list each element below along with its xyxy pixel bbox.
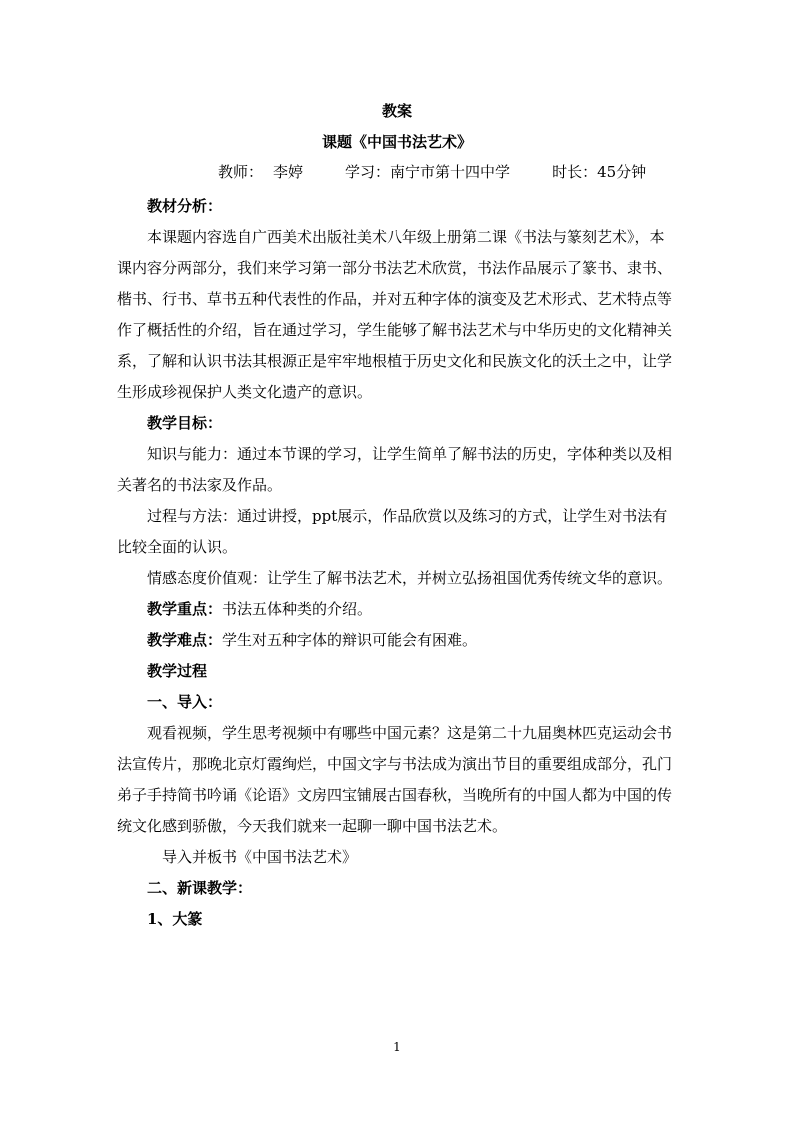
duration-label: 时长： (552, 163, 598, 181)
difficulty-label: 教学难点： (147, 631, 223, 649)
teacher-name: 李婷 (273, 163, 304, 181)
difficulty-text: 学生对五种字体的辩识可能会有困难。 (222, 631, 478, 649)
school-label: 学习： (345, 163, 391, 181)
board-text: 导入并板书《中国书法艺术》 (162, 848, 358, 866)
teacher-label: 教师： (218, 163, 264, 181)
document-body (117, 191, 677, 935)
intro-text: 观看视频，学生思考视频中有哪些中国元素？这是第二十九届奥林匹克运动会书法宣传片，那晚北京灯霞绚烂，中国文字与书法成为演出节目的重要组成部分，孔门弟子手持简书吟诵《论语》文房四宝铺展古国春秋，当晚所有的中国人都为中国的传统文化感到骄傲，今天我们就来一起聊一聊中国书法艺术。 (117, 724, 673, 835)
goal-emotion: 情感态度价值观：让学生了解书法艺术，并树立弘扬祖国优秀传统文华的意识。 (147, 569, 673, 587)
document-title: 教案 (381, 102, 412, 120)
new-lesson-heading: 二、新课教学： (147, 879, 253, 897)
key-label: 教学重点： (147, 600, 223, 618)
analysis-text: 本课题内容选自广西美术出版社美术八年级上册第二课《书法与篆刻艺术》，本课内容分两部分，我们来学习第一部分书法艺术欣赏，书法作品展示了篆书、隶书、楷书、行书、草书五种代表性的作品，并对五种字体的演变及艺术形式、艺术特点等作了概括性的介绍，旨在通过学习，学生能够了解书法艺术与中华历史的文化精神关系，了解和认识书法其根源正是牢牢地根植于历史文化和民族文化的沃土之中，让学生形成珍视保护人类文化遗产的意识。 (117, 228, 673, 401)
school-name: 南宁市第十四中学 (390, 163, 511, 181)
lesson-title: 课题《中国书法艺术》 (321, 133, 472, 151)
goals-heading: 教学目标： (147, 414, 223, 432)
duration-value: 45分钟 (597, 163, 647, 181)
goal-knowledge: 知识与能力：通过本节课的学习，让学生简单了解书法的历史，字体种类以及相关著名的书法家及作品。 (117, 445, 673, 494)
page-number: 1 (393, 1040, 401, 1054)
item-dazhuan: 1、大篆 (147, 910, 203, 928)
key-text: 书法五体种类的介绍。 (222, 600, 373, 618)
goal-process: 过程与方法：通过讲授，ppt展示，作品欣赏以及练习的方式，让学生对书法有比较全面的认识。 (117, 507, 668, 556)
key-point (117, 594, 677, 625)
intro-heading: 一、导入： (147, 693, 223, 711)
process-heading: 教学过程 (147, 662, 208, 680)
analysis-heading: 教材分析： (147, 197, 223, 215)
difficulty-point (117, 625, 677, 656)
lesson-meta (218, 160, 698, 184)
